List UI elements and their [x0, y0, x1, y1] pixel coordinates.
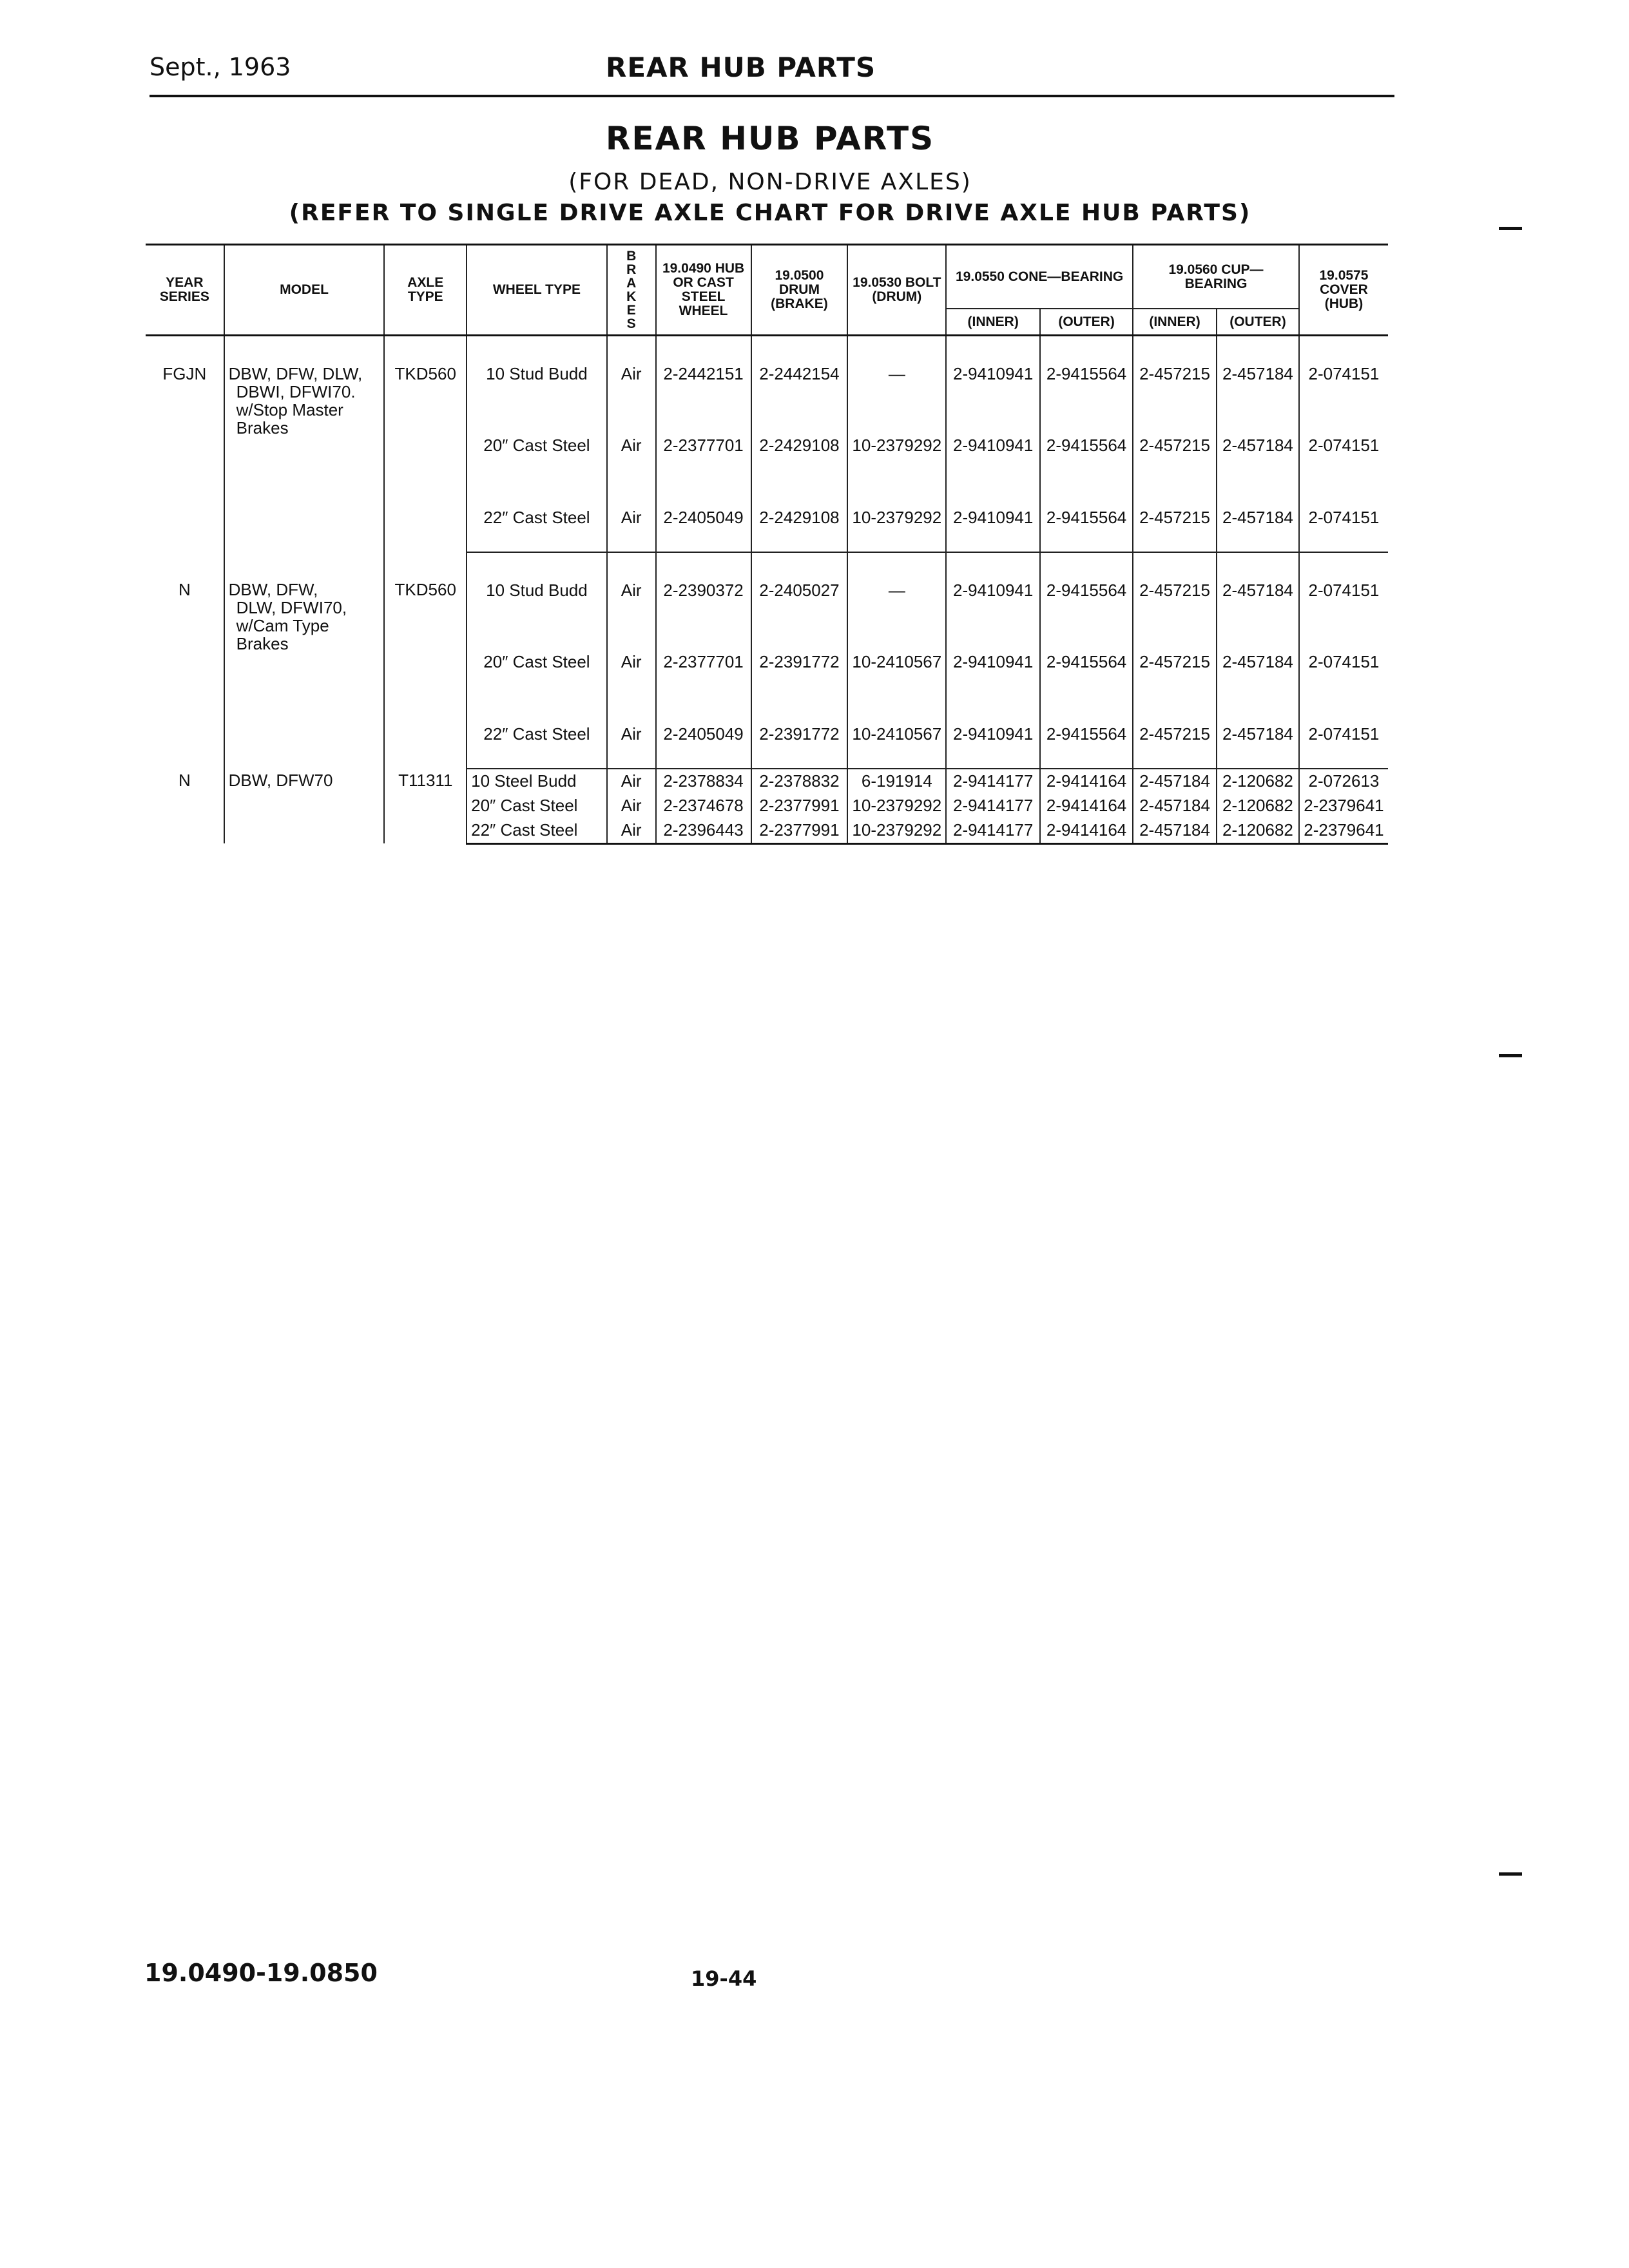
table-cell: 2-9415564 [1040, 408, 1133, 480]
table-cell: 2-457184 [1133, 769, 1217, 794]
table-cell: Air [607, 480, 656, 552]
table-cell: 2-2405049 [656, 697, 751, 769]
table-cell: 2-9415564 [1040, 552, 1133, 624]
table-cell: 2-9410941 [946, 552, 1040, 624]
table-cell: 2-457215 [1133, 336, 1217, 408]
table-row [146, 552, 1388, 624]
year-series-cell: FGJN [146, 336, 224, 552]
table-cell: 2-9414164 [1040, 818, 1133, 844]
table-cell: Air [607, 408, 656, 480]
table-cell: 2-2391772 [751, 624, 848, 697]
page-note: (REFER TO SINGLE DRIVE AXLE CHART FOR DRIVE AXLE HUB PARTS) [289, 200, 1251, 226]
table-cell: 2-2396443 [656, 818, 751, 844]
model-line: DBW, DFW, [228, 579, 318, 599]
table-cell: 2-9410941 [946, 408, 1040, 480]
table-cell: 2-120682 [1217, 794, 1299, 818]
table-cell: Air [607, 624, 656, 697]
table-cell: 2-9410941 [946, 624, 1040, 697]
table-cell: 2-9410941 [946, 336, 1040, 408]
table-cell: 2-074151 [1299, 697, 1388, 769]
table-cell: 2-457184 [1133, 818, 1217, 844]
model-line: w/Stop Master [236, 400, 343, 419]
col-bolt: 19.0530 BOLT (DRUM) [847, 245, 946, 336]
table-cell: — [847, 552, 946, 624]
table-cell: 2-457184 [1217, 408, 1299, 480]
table-cell: 2-2378834 [656, 769, 751, 794]
axle-type-cell: TKD560 [384, 552, 467, 769]
table-cell: 2-457215 [1133, 552, 1217, 624]
table-cell: 6-191914 [847, 769, 946, 794]
table-cell: 2-9415564 [1040, 336, 1133, 408]
table-cell: 2-2377701 [656, 624, 751, 697]
table-row [146, 769, 1388, 794]
model-line: DBW, DFW, DLW, [228, 364, 363, 383]
table-cell: 2-074151 [1299, 624, 1388, 697]
header-title: REAR HUB PARTS [606, 52, 876, 83]
table-cell: 22″ Cast Steel [467, 480, 607, 552]
table-cell: 2-2379641 [1299, 794, 1388, 818]
model-line: DLW, DFWI70, [236, 597, 347, 617]
table-cell: 2-2377701 [656, 408, 751, 480]
table-cell: 2-2429108 [751, 480, 848, 552]
table-cell: 20″ Cast Steel [467, 794, 607, 818]
model-cell [224, 769, 385, 844]
table-cell: 2-074151 [1299, 408, 1388, 480]
table-cell: 2-074151 [1299, 480, 1388, 552]
table-cell: 2-9414164 [1040, 794, 1133, 818]
table-cell: 2-2442151 [656, 336, 751, 408]
table-cell: 2-9414177 [946, 794, 1040, 818]
col-cone-outer: (OUTER) [1040, 309, 1133, 335]
table-cell: 20″ Cast Steel [467, 408, 607, 480]
table-cell: Air [607, 697, 656, 769]
page-title: REAR HUB PARTS [605, 120, 935, 157]
table-cell: Air [607, 552, 656, 624]
table-cell: 10 Steel Budd [467, 769, 607, 794]
table-cell: 2-9415564 [1040, 480, 1133, 552]
table-cell: 10 Stud Budd [467, 336, 607, 408]
table-cell: Air [607, 336, 656, 408]
table-cell: 2-2405049 [656, 480, 751, 552]
col-axle-type: AXLE TYPE [384, 245, 467, 336]
table-cell: 2-9414177 [946, 818, 1040, 844]
table-cell: — [847, 336, 946, 408]
col-drum: 19.0500 DRUM (BRAKE) [751, 245, 848, 336]
table-cell: 2-074151 [1299, 552, 1388, 624]
axle-type-cell: T11311 [384, 769, 467, 844]
table-cell: 10-2379292 [847, 480, 946, 552]
col-cup-inner: (INNER) [1133, 309, 1217, 335]
table-cell: 2-457184 [1217, 480, 1299, 552]
table-cell: 2-2442154 [751, 336, 848, 408]
table-cell: 2-457215 [1133, 697, 1217, 769]
table-cell: 2-2374678 [656, 794, 751, 818]
model-cell [224, 552, 385, 769]
model-line: DBWI, DFWI70. [236, 382, 356, 401]
table-cell: 10-2379292 [847, 794, 946, 818]
col-cup-bearing: 19.0560 CUP—BEARING [1133, 245, 1299, 309]
table-cell: 2-457215 [1133, 624, 1217, 697]
page-subtitle: (FOR DEAD, NON-DRIVE AXLES) [568, 169, 972, 195]
table-cell: 2-9414177 [946, 769, 1040, 794]
model-line: Brakes [236, 633, 289, 653]
table-cell: 10-2379292 [847, 408, 946, 480]
table-cell: 2-074151 [1299, 336, 1388, 408]
table-cell: 2-2379641 [1299, 818, 1388, 844]
table-cell: 2-072613 [1299, 769, 1388, 794]
margin-mark [1499, 227, 1522, 230]
section-code: 19.0490-19.0850 [144, 1959, 378, 1987]
table-cell: 2-120682 [1217, 769, 1299, 794]
table-cell: 2-9414164 [1040, 769, 1133, 794]
col-wheel-type: WHEEL TYPE [467, 245, 607, 336]
col-cone-inner: (INNER) [946, 309, 1040, 335]
table-cell: 20″ Cast Steel [467, 624, 607, 697]
table-cell: Air [607, 769, 656, 794]
table-cell: 2-9415564 [1040, 624, 1133, 697]
header-rule [149, 95, 1394, 97]
table-cell: 2-9415564 [1040, 697, 1133, 769]
rear-hub-parts-table [146, 244, 1388, 845]
table-cell: 2-2391772 [751, 697, 848, 769]
col-brakes: BRAKES [607, 245, 656, 336]
table-cell: 2-2377991 [751, 818, 848, 844]
table-cell: 10-2410567 [847, 697, 946, 769]
year-series-cell: N [146, 769, 224, 844]
table-cell: 2-457184 [1133, 794, 1217, 818]
model-cell [224, 336, 385, 552]
table-cell: 2-457215 [1133, 480, 1217, 552]
table-cell: 2-457184 [1217, 624, 1299, 697]
col-model: MODEL [224, 245, 385, 336]
table-cell: 2-9410941 [946, 697, 1040, 769]
table-cell: 2-2377991 [751, 794, 848, 818]
col-year-series: YEAR SERIES [146, 245, 224, 336]
table-cell: 2-2390372 [656, 552, 751, 624]
table-cell: 2-457215 [1133, 408, 1217, 480]
table-cell: 2-9410941 [946, 480, 1040, 552]
table-cell: 10-2410567 [847, 624, 946, 697]
col-cover: 19.0575 COVER (HUB) [1299, 245, 1388, 336]
col-cone-bearing: 19.0550 CONE—BEARING [946, 245, 1133, 309]
table-cell: 22″ Cast Steel [467, 818, 607, 844]
header-date: Sept., 1963 [149, 53, 291, 81]
col-cup-outer: (OUTER) [1217, 309, 1299, 335]
table-cell: 10 Stud Budd [467, 552, 607, 624]
table-cell: Air [607, 794, 656, 818]
table-cell: 2-120682 [1217, 818, 1299, 844]
model-line: DBW, DFW70 [228, 770, 333, 790]
table-cell: 22″ Cast Steel [467, 697, 607, 769]
page-number: 19-44 [691, 1966, 757, 1991]
table-cell: 2-2378832 [751, 769, 848, 794]
table-cell: 2-457184 [1217, 697, 1299, 769]
table-cell: 2-2429108 [751, 408, 848, 480]
table-cell: 2-457184 [1217, 552, 1299, 624]
col-hub-or-wheel: 19.0490 HUB OR CAST STEEL WHEEL [656, 245, 751, 336]
table-cell: 10-2379292 [847, 818, 946, 844]
table-row [146, 336, 1388, 408]
axle-type-cell: TKD560 [384, 336, 467, 552]
margin-mark [1499, 1872, 1522, 1876]
model-line: w/Cam Type [236, 615, 329, 635]
margin-mark [1499, 1054, 1522, 1057]
model-line: Brakes [236, 418, 289, 437]
year-series-cell: N [146, 552, 224, 769]
table-cell: Air [607, 818, 656, 844]
table-cell: 2-2405027 [751, 552, 848, 624]
table-cell: 2-457184 [1217, 336, 1299, 408]
